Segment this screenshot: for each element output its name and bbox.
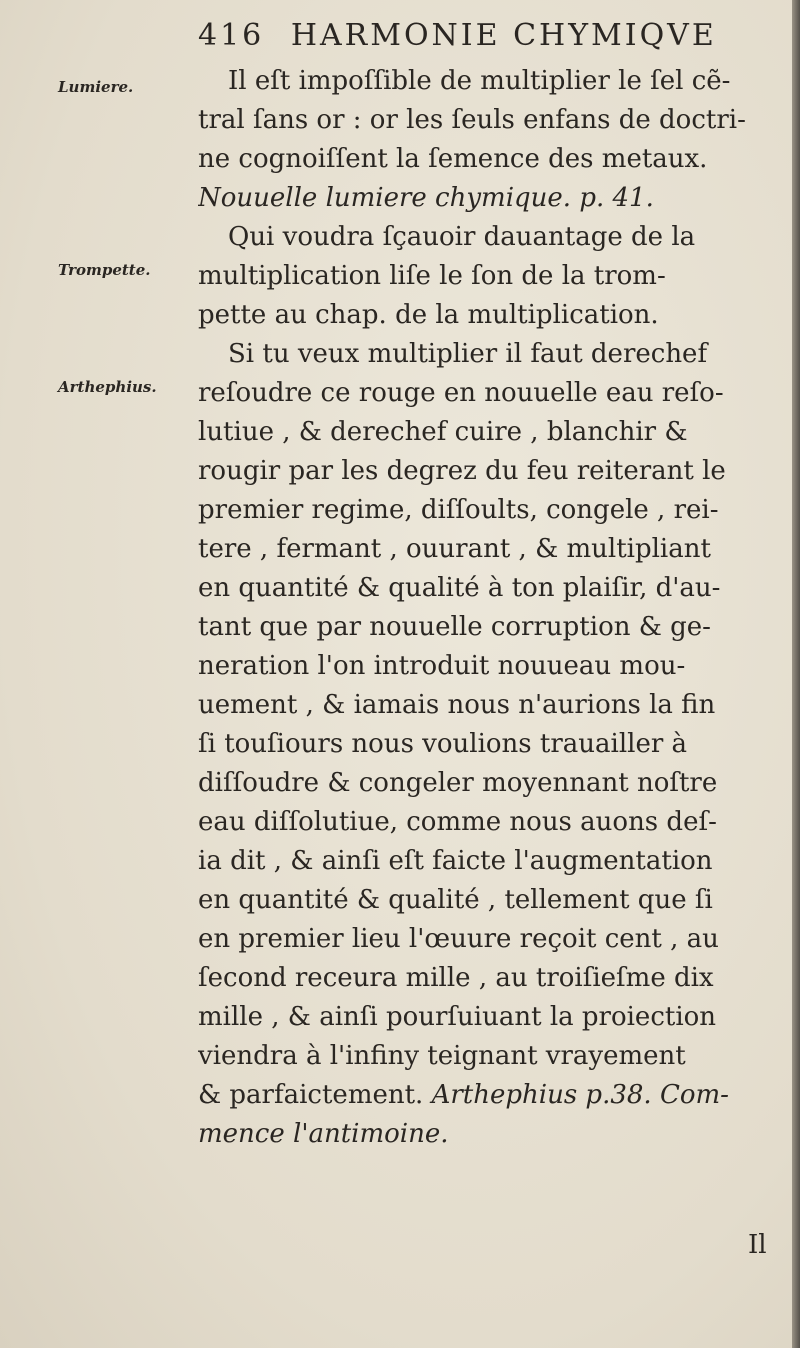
text-line xyxy=(198,881,782,920)
line-text: tral ſans or : or les ſeuls enfans de doctri- xyxy=(198,105,746,135)
text-line xyxy=(198,530,782,569)
line-text: ſecond receura mille , au troiſieſme dix xyxy=(198,963,714,993)
text-line xyxy=(198,218,782,257)
text-line xyxy=(198,1076,782,1115)
line-text: pette au chap. de la multiplication. xyxy=(198,300,659,330)
line-text: neration l'on introduit nouueau mou- xyxy=(198,651,686,681)
text-line xyxy=(198,1115,782,1154)
text-line xyxy=(198,374,782,413)
text-line xyxy=(198,179,782,218)
line-text: viendra à l'infiny teignant vrayement xyxy=(198,1041,686,1071)
line-text: ne cognoiſſent la ſemence des metaux. xyxy=(198,144,708,174)
line-text: en quantité & qualité à ton plaiſir, d'au- xyxy=(198,573,721,603)
line-text: ia dit , & ainſi eſt faicte l'augmentation xyxy=(198,846,713,876)
line-text: reſoudre ce rouge en nouuelle eau reſo- xyxy=(198,378,724,408)
line-text: en quantité & qualité , tellement que ſi xyxy=(198,885,713,915)
line-text: mille , & ainſi pourſuiuant la proiection xyxy=(198,1002,717,1032)
margin-note-lumiere: Lumiere. xyxy=(58,78,134,96)
line-text: tant que par nouuelle corruption & ge- xyxy=(198,612,711,642)
line-text: mence l'antimoine. xyxy=(198,1119,449,1149)
reference-citation: Arthephius p.38. Com- xyxy=(431,1080,729,1110)
line-text: Il eſt impoſſible de multiplier le ſel cẽ- xyxy=(228,66,731,96)
line-text: Qui voudra ſçauoir dauantage de la xyxy=(228,222,696,252)
text-line xyxy=(198,920,782,959)
text-line xyxy=(198,1037,782,1076)
text-line xyxy=(198,62,782,101)
text-line xyxy=(198,647,782,686)
text-line xyxy=(198,608,782,647)
line-text: & parfaictement. xyxy=(198,1080,424,1110)
text-line xyxy=(198,101,782,140)
text-line xyxy=(198,335,782,374)
page-number: 416 xyxy=(198,18,265,53)
line-text: diſſoudre & congeler moyennant noſtre xyxy=(198,768,718,798)
page-header xyxy=(198,18,778,64)
text-line xyxy=(198,140,782,179)
body-text xyxy=(198,62,782,1154)
line-text: ſi touſiours nous voulions trauailler à xyxy=(198,729,688,759)
line-text: multiplication liſe le ſon de la trom- xyxy=(198,261,666,291)
text-line xyxy=(198,842,782,881)
text-line xyxy=(198,764,782,803)
text-line xyxy=(198,686,782,725)
page-edge xyxy=(792,0,800,1348)
line-text: tere , fermant , ouurant , & multipliant xyxy=(198,534,711,564)
text-line xyxy=(198,413,782,452)
catchword: Il xyxy=(748,1230,767,1260)
text-line xyxy=(198,491,782,530)
line-text: rougir par les degrez du feu reiterant le xyxy=(198,456,726,486)
text-line xyxy=(198,257,782,296)
text-line xyxy=(198,998,782,1037)
line-text: uement , & iamais nous n'aurions la fin xyxy=(198,690,716,720)
text-line xyxy=(198,569,782,608)
text-line xyxy=(198,959,782,998)
text-line xyxy=(198,725,782,764)
line-text: en premier lieu l'œuure reçoit cent , au xyxy=(198,924,719,954)
text-line xyxy=(198,296,782,335)
margin-note-arthephius: Arthephius. xyxy=(58,378,157,396)
line-text: premier regime, diſſoults, congele , rei- xyxy=(198,495,719,525)
line-text: Si tu veux multiplier il faut derechef xyxy=(228,339,708,369)
margin-note-trompette: Trompette. xyxy=(58,261,151,279)
text-line xyxy=(198,803,782,842)
line-text: lutiue , & derechef cuire , blanchir & xyxy=(198,417,688,447)
text-line xyxy=(198,452,782,491)
line-text: Nouuelle lumiere chymique. p. 41. xyxy=(198,183,654,213)
line-text: eau diſſolutiue, comme nous auons deſ- xyxy=(198,807,717,837)
running-title: HARMONIE CHYMIQVE xyxy=(290,18,717,53)
